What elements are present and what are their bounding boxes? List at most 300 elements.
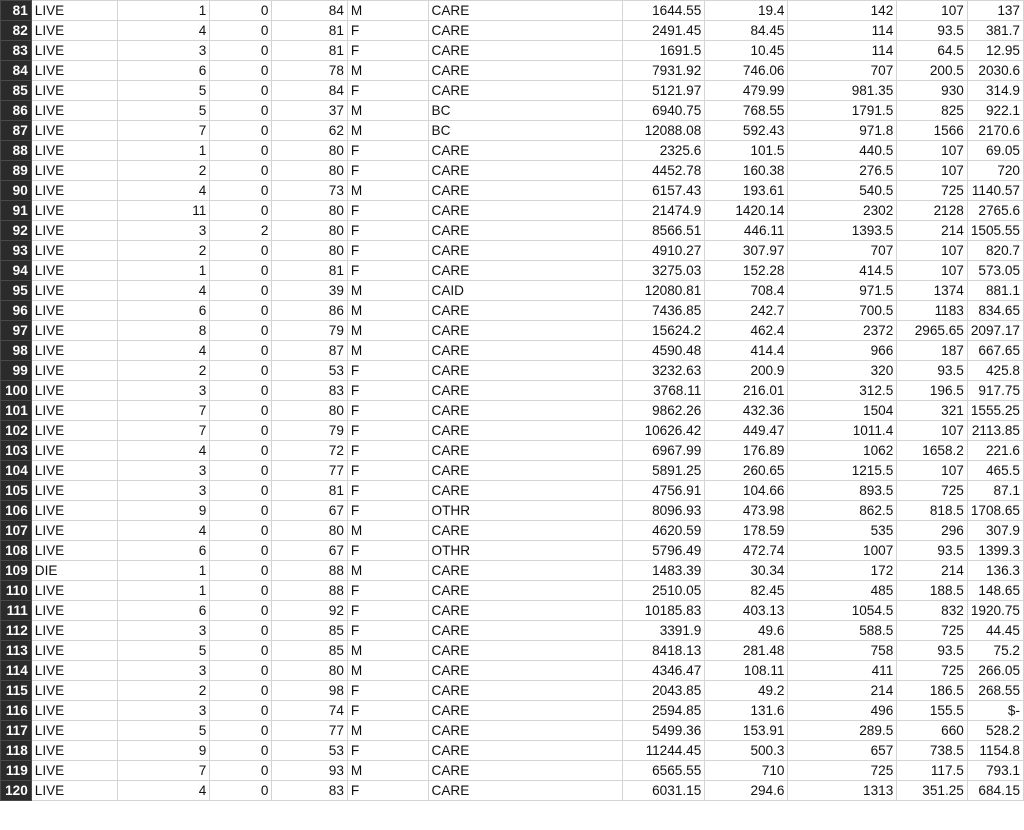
cell-payer[interactable]: CARE [428,761,623,781]
cell-payer[interactable]: CARE [428,1,623,21]
cell-value-3[interactable]: 1011.4 [788,421,897,441]
cell-value-5[interactable]: 720 [967,161,1023,181]
cell-age[interactable]: 85 [272,641,348,661]
cell-count-2[interactable]: 0 [210,201,272,221]
cell-value-3[interactable]: 758 [788,641,897,661]
cell-age[interactable]: 37 [272,101,348,121]
cell-payer[interactable]: CAID [428,281,623,301]
cell-sex[interactable]: F [347,201,428,221]
cell-payer[interactable]: CARE [428,401,623,421]
cell-status[interactable]: LIVE [31,61,117,81]
cell-count-1[interactable]: 4 [117,281,210,301]
row-header[interactable]: 86 [1,101,32,121]
cell-value-5[interactable]: 881.1 [967,281,1023,301]
cell-charges[interactable]: 4452.78 [623,161,705,181]
cell-value-5[interactable]: 2030.6 [967,61,1023,81]
cell-value-2[interactable]: 30.34 [705,561,788,581]
cell-value-4[interactable]: 155.5 [897,701,968,721]
cell-value-3[interactable]: 966 [788,341,897,361]
cell-sex[interactable]: F [347,481,428,501]
cell-age[interactable]: 81 [272,481,348,501]
cell-age[interactable]: 80 [272,141,348,161]
cell-age[interactable]: 86 [272,301,348,321]
cell-age[interactable]: 80 [272,161,348,181]
cell-count-1[interactable]: 4 [117,21,210,41]
cell-status[interactable]: LIVE [31,121,117,141]
cell-count-2[interactable]: 0 [210,261,272,281]
row-header[interactable]: 84 [1,61,32,81]
cell-payer[interactable]: CARE [428,481,623,501]
cell-count-1[interactable]: 4 [117,441,210,461]
cell-value-5[interactable]: 2097.17 [967,321,1023,341]
cell-sex[interactable]: M [347,641,428,661]
cell-count-1[interactable]: 3 [117,221,210,241]
cell-status[interactable]: LIVE [31,661,117,681]
cell-value-3[interactable]: 114 [788,21,897,41]
cell-value-4[interactable]: 725 [897,621,968,641]
cell-value-5[interactable]: 820.7 [967,241,1023,261]
row-header[interactable]: 93 [1,241,32,261]
cell-value-3[interactable]: 700.5 [788,301,897,321]
cell-count-1[interactable]: 8 [117,321,210,341]
cell-charges[interactable]: 9862.26 [623,401,705,421]
cell-charges[interactable]: 4620.59 [623,521,705,541]
row-header[interactable]: 81 [1,1,32,21]
cell-value-5[interactable]: 684.15 [967,781,1023,801]
cell-charges[interactable]: 4756.91 [623,481,705,501]
cell-status[interactable]: LIVE [31,301,117,321]
cell-value-2[interactable]: 152.28 [705,261,788,281]
cell-value-5[interactable]: 528.2 [967,721,1023,741]
row-header[interactable]: 115 [1,681,32,701]
cell-count-2[interactable]: 0 [210,461,272,481]
cell-value-3[interactable]: 114 [788,41,897,61]
cell-count-2[interactable]: 0 [210,441,272,461]
cell-count-2[interactable]: 0 [210,121,272,141]
cell-value-2[interactable]: 768.55 [705,101,788,121]
cell-sex[interactable]: F [347,621,428,641]
row-header[interactable]: 107 [1,521,32,541]
cell-status[interactable]: LIVE [31,101,117,121]
cell-value-3[interactable]: 1791.5 [788,101,897,121]
cell-payer[interactable]: CARE [428,301,623,321]
cell-age[interactable]: 80 [272,221,348,241]
cell-status[interactable]: LIVE [31,621,117,641]
cell-payer[interactable]: CARE [428,261,623,281]
cell-count-1[interactable]: 9 [117,501,210,521]
cell-age[interactable]: 83 [272,381,348,401]
cell-payer[interactable]: CARE [428,321,623,341]
cell-status[interactable]: LIVE [31,181,117,201]
cell-payer[interactable]: CARE [428,81,623,101]
cell-value-5[interactable]: 793.1 [967,761,1023,781]
cell-charges[interactable]: 5121.97 [623,81,705,101]
cell-status[interactable]: LIVE [31,581,117,601]
cell-value-4[interactable]: 107 [897,261,968,281]
cell-payer[interactable]: BC [428,101,623,121]
row-header[interactable]: 92 [1,221,32,241]
cell-payer[interactable]: CARE [428,41,623,61]
cell-status[interactable]: LIVE [31,341,117,361]
cell-value-4[interactable]: 1374 [897,281,968,301]
cell-value-2[interactable]: 84.45 [705,21,788,41]
cell-sex[interactable]: M [347,301,428,321]
cell-count-1[interactable]: 6 [117,301,210,321]
cell-value-3[interactable]: 1393.5 [788,221,897,241]
row-header[interactable]: 97 [1,321,32,341]
cell-count-2[interactable]: 0 [210,81,272,101]
cell-sex[interactable]: F [347,41,428,61]
row-header[interactable]: 85 [1,81,32,101]
cell-sex[interactable]: F [347,601,428,621]
cell-value-2[interactable]: 176.89 [705,441,788,461]
cell-payer[interactable]: CARE [428,221,623,241]
cell-sex[interactable]: M [347,321,428,341]
cell-status[interactable]: LIVE [31,681,117,701]
cell-count-2[interactable]: 0 [210,501,272,521]
cell-sex[interactable]: M [347,61,428,81]
cell-charges[interactable]: 6565.55 [623,761,705,781]
cell-count-2[interactable]: 0 [210,321,272,341]
cell-value-4[interactable]: 188.5 [897,581,968,601]
cell-age[interactable]: 85 [272,621,348,641]
cell-value-2[interactable]: 242.7 [705,301,788,321]
cell-sex[interactable]: F [347,501,428,521]
cell-value-3[interactable]: 657 [788,741,897,761]
cell-value-5[interactable]: 44.45 [967,621,1023,641]
cell-value-4[interactable]: 296 [897,521,968,541]
cell-value-3[interactable]: 535 [788,521,897,541]
cell-value-3[interactable]: 971.8 [788,121,897,141]
cell-count-1[interactable]: 1 [117,1,210,21]
cell-count-2[interactable]: 0 [210,681,272,701]
cell-count-1[interactable]: 3 [117,701,210,721]
cell-sex[interactable]: F [347,141,428,161]
row-header[interactable]: 116 [1,701,32,721]
cell-sex[interactable]: F [347,461,428,481]
cell-age[interactable]: 88 [272,581,348,601]
cell-count-2[interactable]: 0 [210,281,272,301]
row-header[interactable]: 88 [1,141,32,161]
cell-value-4[interactable]: 107 [897,461,968,481]
cell-charges[interactable]: 4910.27 [623,241,705,261]
cell-sex[interactable]: F [347,161,428,181]
cell-value-2[interactable]: 49.2 [705,681,788,701]
cell-value-2[interactable]: 746.06 [705,61,788,81]
cell-value-4[interactable]: 200.5 [897,61,968,81]
cell-payer[interactable]: CARE [428,341,623,361]
cell-status[interactable]: LIVE [31,381,117,401]
row-header[interactable]: 98 [1,341,32,361]
cell-count-2[interactable]: 0 [210,541,272,561]
cell-sex[interactable]: F [347,21,428,41]
cell-value-5[interactable]: 1140.57 [967,181,1023,201]
cell-value-5[interactable]: 12.95 [967,41,1023,61]
cell-value-4[interactable]: 107 [897,421,968,441]
cell-value-3[interactable]: 414.5 [788,261,897,281]
cell-count-2[interactable]: 0 [210,701,272,721]
cell-count-2[interactable]: 0 [210,21,272,41]
cell-sex[interactable]: F [347,781,428,801]
cell-payer[interactable]: CARE [428,521,623,541]
cell-age[interactable]: 80 [272,401,348,421]
cell-value-3[interactable]: 2302 [788,201,897,221]
cell-charges[interactable]: 6031.15 [623,781,705,801]
cell-age[interactable]: 81 [272,21,348,41]
cell-age[interactable]: 77 [272,721,348,741]
cell-age[interactable]: 79 [272,321,348,341]
row-header[interactable]: 89 [1,161,32,181]
cell-charges[interactable]: 8096.93 [623,501,705,521]
cell-payer[interactable]: CARE [428,681,623,701]
cell-count-1[interactable]: 7 [117,761,210,781]
cell-charges[interactable]: 1483.39 [623,561,705,581]
cell-value-2[interactable]: 414.4 [705,341,788,361]
cell-sex[interactable]: F [347,741,428,761]
cell-value-3[interactable]: 172 [788,561,897,581]
cell-value-5[interactable]: 667.65 [967,341,1023,361]
cell-count-2[interactable]: 0 [210,421,272,441]
cell-count-1[interactable]: 6 [117,601,210,621]
cell-count-2[interactable]: 0 [210,161,272,181]
cell-value-3[interactable]: 312.5 [788,381,897,401]
cell-value-4[interactable]: 107 [897,141,968,161]
cell-payer[interactable]: CARE [428,381,623,401]
cell-payer[interactable]: CARE [428,361,623,381]
cell-count-1[interactable]: 5 [117,641,210,661]
cell-status[interactable]: LIVE [31,21,117,41]
cell-value-2[interactable]: 160.38 [705,161,788,181]
cell-value-3[interactable]: 971.5 [788,281,897,301]
cell-age[interactable]: 67 [272,501,348,521]
row-header[interactable]: 103 [1,441,32,461]
cell-value-4[interactable]: 214 [897,561,968,581]
cell-charges[interactable]: 2510.05 [623,581,705,601]
cell-value-4[interactable]: 351.25 [897,781,968,801]
cell-age[interactable]: 73 [272,181,348,201]
cell-status[interactable]: LIVE [31,701,117,721]
cell-status[interactable]: LIVE [31,221,117,241]
cell-age[interactable]: 72 [272,441,348,461]
cell-value-4[interactable]: 321 [897,401,968,421]
cell-value-3[interactable]: 893.5 [788,481,897,501]
cell-charges[interactable]: 6157.43 [623,181,705,201]
row-header[interactable]: 112 [1,621,32,641]
cell-value-5[interactable]: 75.2 [967,641,1023,661]
row-header[interactable]: 104 [1,461,32,481]
row-header[interactable]: 96 [1,301,32,321]
cell-charges[interactable]: 2043.85 [623,681,705,701]
cell-value-5[interactable]: 2113.85 [967,421,1023,441]
cell-sex[interactable]: F [347,421,428,441]
cell-value-4[interactable]: 825 [897,101,968,121]
cell-count-1[interactable]: 3 [117,381,210,401]
cell-sex[interactable]: M [347,341,428,361]
cell-payer[interactable]: CARE [428,741,623,761]
row-header[interactable]: 101 [1,401,32,421]
row-header[interactable]: 94 [1,261,32,281]
cell-count-2[interactable]: 0 [210,561,272,581]
cell-value-4[interactable]: 725 [897,181,968,201]
cell-payer[interactable]: CARE [428,161,623,181]
cell-charges[interactable]: 3232.63 [623,361,705,381]
cell-sex[interactable]: M [347,181,428,201]
row-header[interactable]: 95 [1,281,32,301]
cell-count-1[interactable]: 3 [117,661,210,681]
cell-count-1[interactable]: 1 [117,141,210,161]
cell-count-2[interactable]: 0 [210,621,272,641]
row-header[interactable]: 118 [1,741,32,761]
cell-charges[interactable]: 5796.49 [623,541,705,561]
cell-value-4[interactable]: 93.5 [897,641,968,661]
row-header[interactable]: 119 [1,761,32,781]
cell-status[interactable]: LIVE [31,481,117,501]
cell-charges[interactable]: 3275.03 [623,261,705,281]
cell-value-2[interactable]: 462.4 [705,321,788,341]
cell-age[interactable]: 80 [272,241,348,261]
cell-payer[interactable]: CARE [428,701,623,721]
cell-value-3[interactable]: 540.5 [788,181,897,201]
cell-sex[interactable]: M [347,521,428,541]
cell-count-1[interactable]: 3 [117,461,210,481]
cell-value-5[interactable]: 465.5 [967,461,1023,481]
cell-value-4[interactable]: 738.5 [897,741,968,761]
cell-count-2[interactable]: 0 [210,301,272,321]
cell-value-3[interactable]: 496 [788,701,897,721]
cell-value-3[interactable]: 1313 [788,781,897,801]
cell-status[interactable]: LIVE [31,441,117,461]
row-header[interactable]: 99 [1,361,32,381]
cell-sex[interactable]: M [347,281,428,301]
cell-value-5[interactable]: 2170.6 [967,121,1023,141]
cell-count-2[interactable]: 0 [210,581,272,601]
cell-count-1[interactable]: 5 [117,721,210,741]
cell-charges[interactable]: 3768.11 [623,381,705,401]
cell-charges[interactable]: 4346.47 [623,661,705,681]
cell-age[interactable]: 39 [272,281,348,301]
cell-charges[interactable]: 10185.83 [623,601,705,621]
cell-value-4[interactable]: 186.5 [897,681,968,701]
cell-value-3[interactable]: 707 [788,61,897,81]
cell-payer[interactable]: CARE [428,581,623,601]
cell-value-2[interactable]: 108.11 [705,661,788,681]
cell-count-1[interactable]: 2 [117,361,210,381]
cell-value-2[interactable]: 153.91 [705,721,788,741]
cell-charges[interactable]: 11244.45 [623,741,705,761]
cell-value-3[interactable]: 214 [788,681,897,701]
cell-count-1[interactable]: 3 [117,621,210,641]
cell-charges[interactable]: 21474.9 [623,201,705,221]
cell-value-5[interactable]: 1505.55 [967,221,1023,241]
cell-count-2[interactable]: 0 [210,61,272,81]
cell-status[interactable]: LIVE [31,541,117,561]
cell-status[interactable]: LIVE [31,321,117,341]
cell-count-2[interactable]: 2 [210,221,272,241]
row-header[interactable]: 106 [1,501,32,521]
row-header[interactable]: 117 [1,721,32,741]
row-header[interactable]: 100 [1,381,32,401]
cell-value-4[interactable]: 725 [897,661,968,681]
cell-payer[interactable]: CARE [428,61,623,81]
cell-payer[interactable]: CARE [428,781,623,801]
cell-value-5[interactable]: 573.05 [967,261,1023,281]
cell-sex[interactable]: M [347,761,428,781]
cell-payer[interactable]: CARE [428,201,623,221]
cell-sex[interactable]: M [347,561,428,581]
cell-value-2[interactable]: 432.36 [705,401,788,421]
cell-value-5[interactable]: 1555.25 [967,401,1023,421]
cell-status[interactable]: LIVE [31,721,117,741]
cell-value-2[interactable]: 449.47 [705,421,788,441]
cell-value-2[interactable]: 82.45 [705,581,788,601]
cell-value-3[interactable]: 142 [788,1,897,21]
cell-value-5[interactable]: 425.8 [967,361,1023,381]
row-header[interactable]: 102 [1,421,32,441]
cell-charges[interactable]: 1691.5 [623,41,705,61]
cell-status[interactable]: LIVE [31,741,117,761]
cell-count-2[interactable]: 0 [210,241,272,261]
cell-value-5[interactable]: 1399.3 [967,541,1023,561]
cell-age[interactable]: 74 [272,701,348,721]
cell-count-2[interactable]: 0 [210,381,272,401]
cell-status[interactable]: LIVE [31,41,117,61]
cell-count-1[interactable]: 1 [117,581,210,601]
cell-value-4[interactable]: 1183 [897,301,968,321]
cell-sex[interactable]: F [347,681,428,701]
cell-payer[interactable]: CARE [428,601,623,621]
cell-age[interactable]: 81 [272,261,348,281]
cell-sex[interactable]: F [347,361,428,381]
cell-count-2[interactable]: 0 [210,741,272,761]
cell-value-3[interactable]: 485 [788,581,897,601]
cell-sex[interactable]: F [347,441,428,461]
cell-count-1[interactable]: 6 [117,541,210,561]
cell-sex[interactable]: F [347,81,428,101]
cell-payer[interactable]: CARE [428,141,623,161]
cell-value-4[interactable]: 64.5 [897,41,968,61]
cell-sex[interactable]: F [347,701,428,721]
cell-value-5[interactable]: 87.1 [967,481,1023,501]
cell-value-3[interactable]: 1054.5 [788,601,897,621]
row-header[interactable]: 108 [1,541,32,561]
cell-value-3[interactable]: 707 [788,241,897,261]
cell-payer[interactable]: CARE [428,561,623,581]
cell-age[interactable]: 80 [272,201,348,221]
cell-payer[interactable]: CARE [428,621,623,641]
cell-value-4[interactable]: 107 [897,241,968,261]
cell-value-3[interactable]: 289.5 [788,721,897,741]
cell-value-3[interactable]: 725 [788,761,897,781]
cell-count-2[interactable]: 0 [210,761,272,781]
cell-status[interactable]: LIVE [31,641,117,661]
cell-count-2[interactable]: 0 [210,401,272,421]
cell-age[interactable]: 83 [272,781,348,801]
cell-charges[interactable]: 6967.99 [623,441,705,461]
cell-age[interactable]: 98 [272,681,348,701]
row-header[interactable]: 105 [1,481,32,501]
cell-count-2[interactable]: 0 [210,141,272,161]
cell-status[interactable]: LIVE [31,81,117,101]
cell-count-2[interactable]: 0 [210,181,272,201]
cell-count-1[interactable]: 2 [117,161,210,181]
cell-status[interactable]: LIVE [31,241,117,261]
row-header[interactable]: 87 [1,121,32,141]
cell-count-2[interactable]: 0 [210,481,272,501]
cell-value-5[interactable]: 69.05 [967,141,1023,161]
cell-value-5[interactable]: 2765.6 [967,201,1023,221]
cell-age[interactable]: 53 [272,361,348,381]
row-header[interactable]: 110 [1,581,32,601]
